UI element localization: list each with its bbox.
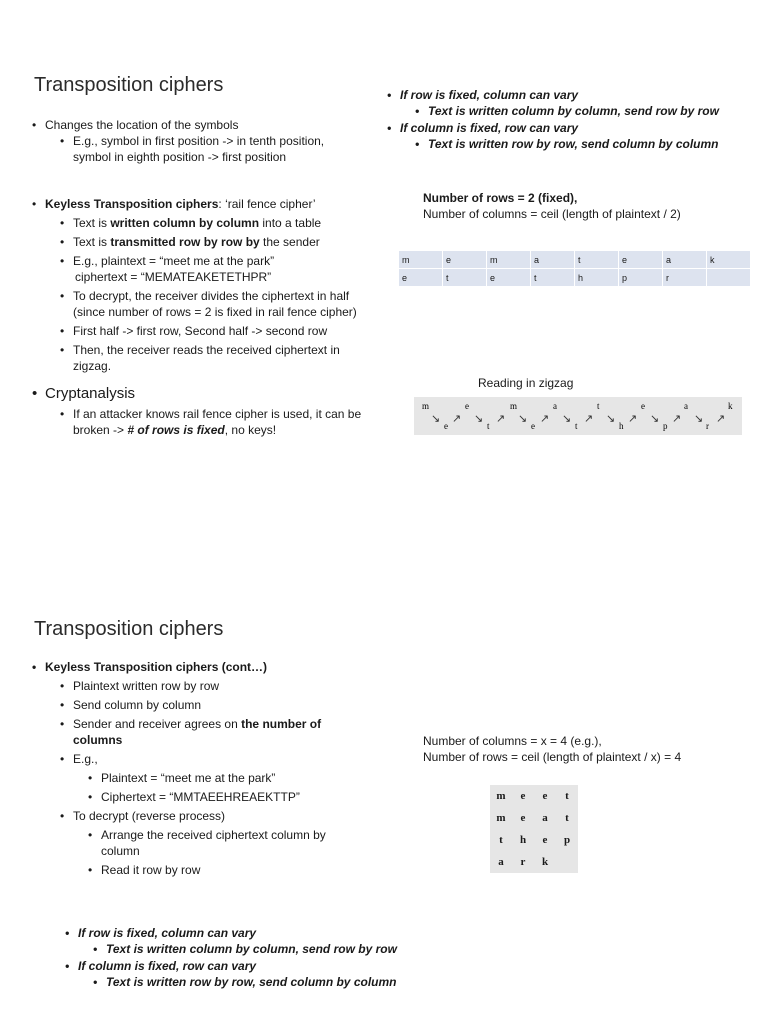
bullet-transmitted-row: • Text is transmitted row by row by the sender [73,234,390,250]
arrow-up-icon: ↗ [540,413,550,425]
rail-cell: e [443,251,487,269]
rail-cell: m [399,251,443,269]
rule-row-fixed-detail: • Text is written column by column, send row by row [428,103,740,119]
grid-row [490,807,578,829]
grid-row [490,829,578,851]
rule-row-fixed-detail-2: • Text is written column by column, send row by row [106,941,438,957]
grid-cell: e [520,812,526,824]
arrow-down-icon: ↘ [474,413,484,425]
arrow-up-icon: ↗ [628,413,638,425]
zig-letter: t [487,421,490,431]
rail-cell: k [707,251,751,269]
grid-cell [556,851,578,873]
grid-cell: t [565,812,569,824]
rail-cell: p [619,269,663,287]
grid-cell: e [520,790,526,802]
rail-cell: h [575,269,619,287]
bullet-example-positions: • E.g., symbol in first position -> in tenth position, symbol in eighth position -> first position [73,133,385,165]
arrow-up-icon: ↗ [496,413,506,425]
bullet-decrypt-reverse: • To decrypt (reverse process) • Arrange the received ciphertext column by column • Read it row by row [73,808,375,878]
zig-letter: e [465,401,469,411]
arrow-down-icon: ↘ [606,413,616,425]
grid-cell: k [541,856,549,868]
arrow-down-icon: ↘ [650,413,660,425]
grid-cell: e [542,834,548,846]
bullet-plaintext-eg: • Plaintext = “meet me at the park” [101,770,375,786]
zig-letter: r [706,421,709,431]
rail-cell: e [487,269,531,287]
zig-letter: e [531,421,535,431]
slide1-cryptanalysis-section [45,384,390,438]
grid-row [490,851,578,873]
columns-formula-text: Number of columns = ceil (length of plaintext / 2) [423,207,681,221]
rule-column-fixed-detail: • Text is written row by row, send column by column [428,136,740,152]
slide1-rules [400,87,740,152]
grid-cell: m [496,790,506,802]
rail-cell: r [663,269,707,287]
bullet-example: • E.g., plaintext = “meet me at the park” ciphertext = “MEMATEAKETETHPR” [73,253,390,285]
rail-row-1 [399,251,751,269]
bullet-plaintext-row: • Plaintext written row by row [73,678,375,694]
zig-letter: e [641,401,645,411]
rule-column-fixed-detail-2: • Text is written row by row, send column by column [106,974,438,990]
rows-columns-note [423,190,743,222]
grid-cell: m [496,812,506,824]
rail-cell: a [531,251,575,269]
column-grid-table [490,785,578,873]
rule-column-fixed: • If column is fixed, row can vary • Text is written row by row, send column by column [400,120,740,152]
grid-row [490,785,578,807]
bullet-attacker: • If an attacker knows rail fence cipher is used, it can be broken -> # of rows is fixed, no keys! [73,406,390,438]
grid-cell: p [563,834,571,846]
rail-cell: t [443,269,487,287]
slide2-rules [78,925,438,990]
rail-cell: e [619,251,663,269]
zig-letter: p [663,421,668,431]
rule-column-fixed-2: • If column is fixed, row can vary • Text is written row by row, send column by column [78,958,438,990]
zig-letter: e [444,421,448,431]
rows-fixed-text: Number of rows = 2 (fixed), [423,191,578,205]
rail-cell: t [575,251,619,269]
bullet-arrange: • Arrange the received ciphertext column by column [101,827,375,859]
zigzag-background [414,397,742,435]
bullet-keyless-cont: • Keyless Transposition ciphers (cont…) • Plaintext written row by row • Send column by column • Sender and receiver agrees on the number of columns • E.g., • Plaintext = “meet me at the park” • Ciphertext = “MMTAEEHREAEKTTP” • To decrypt (reverse process) • Arrange the received ciphertext column by column • Read it row by row [45,659,375,878]
arrow-up-icon: ↗ [672,413,682,425]
grid-cell: t [499,834,503,846]
slide1-title: Transposition ciphers [34,74,224,96]
grid-cell: a [498,856,504,868]
rows-eq-text: Number of rows = ceil (length of plaintext / x) = 4 [423,750,682,764]
bullet-eg: • E.g., • Plaintext = “meet me at the park” • Ciphertext = “MMTAEEHREAEKTTP” [73,751,375,805]
rule-row-fixed: • If row is fixed, column can vary • Text is written column by column, send row by row [400,87,740,119]
rail-cell: a [663,251,707,269]
bullet-ciphertext-eg: • Ciphertext = “MMTAEEHREAEKTTP” [101,789,375,805]
slide2-left-content [45,659,375,878]
zig-letter: a [684,401,688,411]
bullet-agree-columns: • Sender and receiver agrees on the number of columns [73,716,375,748]
bullet-send-column: • Send column by column [73,697,375,713]
bullet-keyless: • Keyless Transposition ciphers: ‘rail fence cipher’ • Text is written column by column into a table • Text is transmitted row by row by the sender • E.g., plaintext = “meet me at the park” ciphertext = “MEMATEAKETETHPR” • To decrypt, the receiver divides the ciphertext in half (since number of rows = 2 is fixed in rail fence cipher) • First half -> first row, Second half -> second row • Then, the receiver reads the received ciphertext in zigzag. [45,196,390,374]
zig-letter: m [422,401,430,411]
grid-cell: r [520,856,526,868]
grid-cell: e [542,790,548,802]
bullet-cryptanalysis: • Cryptanalysis • If an attacker knows rail fence cipher is used, it can be broken -> # of rows is fixed, no keys! [45,384,390,438]
bullet-zigzag: • Then, the receiver reads the received ciphertext in zigzag. [73,342,390,374]
rail-cell [707,269,751,287]
bullet-halves: • First half -> first row, Second half -> second row [73,323,390,339]
zig-letter: k [728,401,733,411]
zig-letter: h [619,421,624,431]
zigzag-label: Reading in zigzag [478,376,574,390]
grid-cell: h [519,834,527,846]
zigzag-diagram [414,397,742,435]
slide2-title: Transposition ciphers [34,618,224,640]
arrow-down-icon: ↘ [518,413,528,425]
rail-cell: t [531,269,575,287]
slide1-keyless-section [45,196,390,374]
rail-row-2 [399,269,751,287]
arrow-up-icon: ↗ [452,413,462,425]
zig-letter: t [575,421,578,431]
slide1-left-content [45,117,385,165]
zig-letter: a [553,401,557,411]
zig-letter: m [510,401,518,411]
arrow-up-icon: ↗ [584,413,594,425]
bullet-decrypt: • To decrypt, the receiver divides the ciphertext in half (since number of rows = 2 is fixed in rail fence cipher) [73,288,390,320]
arrow-down-icon: ↘ [694,413,704,425]
grid-cell: t [565,790,569,802]
rail-fence-table [398,250,751,287]
rule-row-fixed-2: • If row is fixed, column can vary • Text is written column by column, send row by row [78,925,438,957]
rail-cell: m [487,251,531,269]
zig-letter: t [597,401,600,411]
arrow-up-icon: ↗ [716,413,726,425]
slide2-columns-note [423,733,753,765]
grid-cell: a [542,812,548,824]
bullet-location: • Changes the location of the symbols • E.g., symbol in first position -> in tenth position, symbol in eighth position -> first position [45,117,385,165]
arrow-down-icon: ↘ [431,413,441,425]
columns-eq-text: Number of columns = x = 4 (e.g.), [423,734,602,748]
arrow-down-icon: ↘ [562,413,572,425]
bullet-written-column: • Text is written column by column into a table [73,215,390,231]
rail-cell: e [399,269,443,287]
bullet-read-row: • Read it row by row [101,862,375,878]
